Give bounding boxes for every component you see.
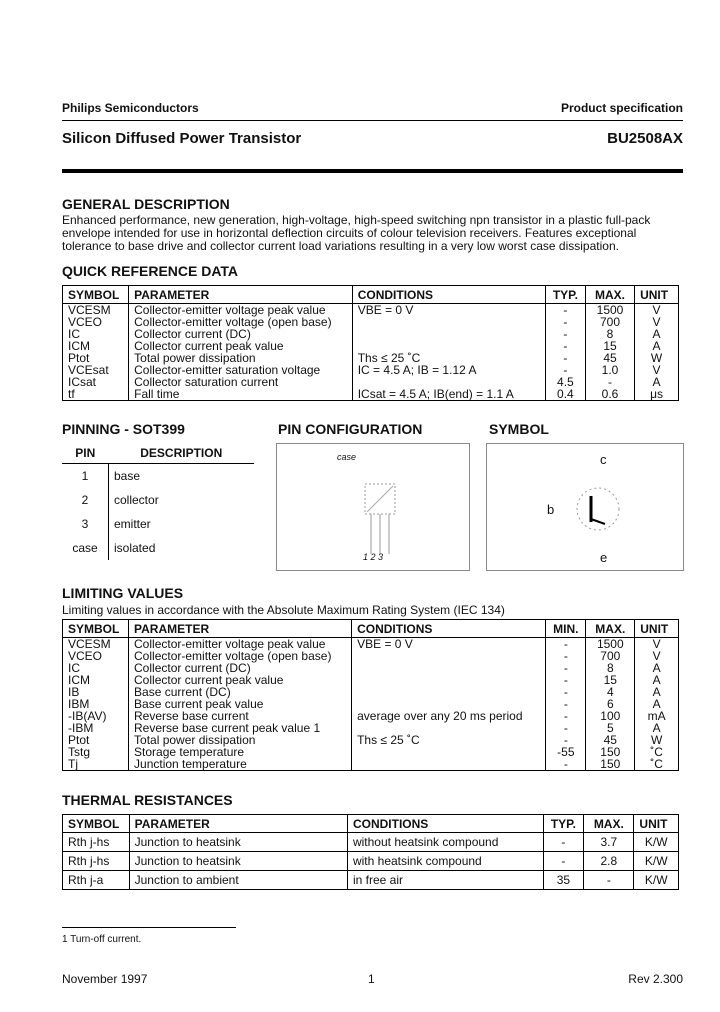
- table-cell: A: [635, 340, 679, 352]
- table-cell: K/W: [634, 852, 679, 871]
- table-cell: Reverse base current: [129, 710, 352, 722]
- table-cell: [352, 686, 546, 698]
- symbol-collector-label: c: [600, 452, 607, 467]
- table-cell: VCEO: [63, 650, 129, 662]
- table-cell: -: [545, 316, 585, 328]
- table-cell: Total power dissipation: [129, 352, 353, 364]
- table-cell: [352, 758, 546, 771]
- table-cell: without heatsink compound: [347, 833, 543, 852]
- table-cell: VCESM: [63, 638, 129, 651]
- table-cell: Collector current (DC): [129, 662, 352, 674]
- table-cell: [352, 650, 546, 662]
- table-cell: Total power dissipation: [129, 734, 352, 746]
- table-cell: Junction to ambient: [129, 871, 347, 890]
- table-cell: W: [635, 352, 679, 364]
- header-company: Philips Semiconductors: [62, 101, 199, 115]
- table-cell: -: [546, 710, 586, 722]
- table-cell: in free air: [347, 871, 543, 890]
- table-cell: 0.6: [585, 388, 634, 401]
- table-cell: A: [635, 674, 679, 686]
- column-header: UNIT: [635, 286, 679, 304]
- table-cell: Ths ≤ 25 ˚C: [352, 734, 546, 746]
- table-cell: Junction to heatsink: [129, 852, 347, 871]
- table-cell: μs: [635, 388, 679, 401]
- table-cell: VBE = 0 V: [352, 304, 545, 317]
- column-header: SYMBOL: [63, 286, 129, 304]
- table-row: [62, 464, 254, 489]
- table-cell: ICsat = 4.5 A; IB(end) = 1.1 A: [352, 388, 545, 401]
- table-cell: [352, 662, 546, 674]
- table-cell: 8: [585, 328, 634, 340]
- table-cell: Ptot: [63, 734, 129, 746]
- table-cell: Collector-emitter voltage (open base): [129, 316, 353, 328]
- table-row: [63, 852, 679, 871]
- column-header: UNIT: [634, 815, 679, 833]
- limiting-heading: LIMITING VALUES: [62, 585, 184, 601]
- symbol-heading: SYMBOL: [489, 421, 549, 437]
- column-header: PARAMETER: [129, 815, 347, 833]
- table-row: [63, 871, 679, 890]
- table-row: [63, 833, 679, 852]
- table-cell: 1: [62, 464, 109, 489]
- pin-configuration-heading: PIN CONFIGURATION: [278, 421, 423, 437]
- table-cell: Collector-emitter voltage peak value: [129, 638, 352, 651]
- table-cell: Tstg: [63, 746, 129, 758]
- quick-heading: QUICK REFERENCE DATA: [62, 263, 239, 279]
- table-header-row: [63, 815, 679, 833]
- table-cell: V: [635, 650, 679, 662]
- title-rule: [62, 169, 683, 173]
- column-header: TYP.: [545, 286, 585, 304]
- pin-configuration-box: [276, 443, 470, 571]
- table-cell: Rth j-hs: [63, 852, 130, 871]
- column-header: DESCRIPTION: [109, 443, 255, 464]
- table-cell: 700: [585, 316, 634, 328]
- column-header: MAX.: [585, 286, 634, 304]
- table-cell: 100: [586, 710, 635, 722]
- table-cell: average over any 20 ms period: [352, 710, 546, 722]
- table-header-row: [63, 286, 679, 304]
- header-spec: Product specification: [560, 101, 683, 115]
- table-cell: Fall time: [129, 388, 353, 401]
- table-cell: -: [545, 304, 585, 317]
- table-cell: -: [543, 852, 584, 871]
- table-cell: [352, 328, 545, 340]
- table-cell: -: [546, 674, 586, 686]
- pinning-heading: PINNING - SOT399: [62, 421, 185, 437]
- table-cell: IBM: [63, 698, 129, 710]
- table-cell: -: [546, 734, 586, 746]
- column-header: MAX.: [584, 815, 634, 833]
- table-cell: 3.7: [584, 833, 634, 852]
- table-cell: A: [635, 376, 679, 388]
- table-cell: IB: [63, 686, 129, 698]
- table-cell: Collector current (DC): [129, 328, 353, 340]
- table-cell: -: [584, 871, 634, 890]
- table-cell: emitter: [114, 517, 151, 531]
- table-cell: case: [62, 536, 109, 560]
- general-heading: GENERAL DESCRIPTION: [62, 196, 230, 212]
- table-cell: 3: [62, 512, 109, 536]
- table-cell: -: [546, 698, 586, 710]
- column-header: PIN: [62, 443, 109, 464]
- table-cell: 2.8: [584, 852, 634, 871]
- table-row: [62, 488, 254, 512]
- table-cell: -: [546, 722, 586, 734]
- table-cell: VBE = 0 V: [352, 638, 546, 651]
- thermal-heading: THERMAL RESISTANCES: [62, 792, 233, 808]
- table-cell: VCESM: [63, 304, 129, 317]
- table-cell: 4: [586, 686, 635, 698]
- table-cell: Junction temperature: [129, 758, 352, 771]
- table-cell: -: [546, 650, 586, 662]
- table-cell: isolated: [114, 541, 156, 555]
- table-cell: K/W: [634, 871, 679, 890]
- table-cell: Base current (DC): [129, 686, 352, 698]
- table-cell: V: [635, 364, 679, 376]
- table-cell: Collector current peak value: [129, 340, 353, 352]
- table-cell: Tj: [63, 758, 129, 771]
- table-cell: IC: [63, 662, 129, 674]
- table-row: [62, 512, 254, 536]
- table-cell: -: [546, 638, 586, 651]
- symbol-emitter-label: e: [600, 550, 608, 565]
- quick-reference-table: [62, 285, 679, 401]
- thermal-resistances-table: [62, 814, 679, 890]
- table-cell: -55: [546, 746, 586, 758]
- table-cell: ICM: [63, 674, 129, 686]
- table-cell: 1500: [586, 638, 635, 651]
- column-header: CONDITIONS: [347, 815, 543, 833]
- table-cell: tf: [63, 388, 129, 401]
- table-cell: Rth j-hs: [63, 833, 130, 852]
- table-cell: V: [635, 638, 679, 651]
- column-header: MIN.: [546, 620, 586, 638]
- table-header-row: [63, 620, 679, 638]
- table-cell: A: [635, 698, 679, 710]
- footnote: 1 Turn-off current.: [62, 934, 142, 945]
- table-cell: Storage temperature: [129, 746, 352, 758]
- table-cell: V: [635, 316, 679, 328]
- limiting-intro: Limiting values in accordance with the Absolute Maximum Rating System (IEC 134): [62, 603, 505, 617]
- table-cell: [352, 316, 545, 328]
- table-cell: Collector-emitter voltage (open base): [129, 650, 352, 662]
- table-cell: -: [545, 340, 585, 352]
- table-cell: -IBM: [63, 722, 129, 734]
- table-cell: IC: [63, 328, 129, 340]
- table-cell: -: [546, 758, 586, 771]
- table-cell: Ptot: [63, 352, 129, 364]
- column-header: CONDITIONS: [352, 620, 546, 638]
- column-header: UNIT: [635, 620, 679, 638]
- package-outline-icon: [357, 474, 407, 559]
- transistor-symbol-icon: [575, 486, 621, 532]
- symbol-box: [486, 443, 684, 571]
- footer-date: November 1997: [62, 972, 148, 986]
- part-number: BU2508AX: [607, 130, 683, 147]
- table-row: [63, 758, 679, 771]
- table-cell: 15: [585, 340, 634, 352]
- table-cell: VCEO: [63, 316, 129, 328]
- table-cell: Collector-emitter voltage peak value: [129, 304, 353, 317]
- table-cell: [352, 746, 546, 758]
- column-header: MAX.: [586, 620, 635, 638]
- table-cell: base: [114, 469, 141, 483]
- table-cell: 45: [586, 734, 635, 746]
- table-cell: IC = 4.5 A; IB = 1.12 A: [352, 364, 545, 376]
- table-cell: Ths ≤ 25 ˚C: [352, 352, 545, 364]
- table-row: [63, 388, 679, 401]
- table-cell: 4.5: [545, 376, 585, 388]
- general-text: Enhanced performance, new generation, high-voltage, high-speed switching npn transistor in a plastic full-pack envelope intended for use in horizontal deflection circuits of colour television receivers. Features exceptional tolerance to base drive and collector current load variations resulting in a very low worst case dissipation.: [62, 213, 651, 253]
- table-cell: -: [545, 352, 585, 364]
- table-cell: W: [635, 734, 679, 746]
- column-header: PARAMETER: [129, 286, 353, 304]
- footer-page: 1: [368, 972, 375, 986]
- table-cell: Junction to heatsink: [129, 833, 347, 852]
- case-label: case: [337, 452, 357, 462]
- table-cell: 5: [586, 722, 635, 734]
- table-cell: ICsat: [63, 376, 129, 388]
- table-cell: 2: [62, 488, 109, 512]
- table-cell: Reverse base current peak value 1: [129, 722, 352, 734]
- document-title: Silicon Diffused Power Transistor: [62, 130, 302, 147]
- table-cell: 45: [585, 352, 634, 364]
- table-cell: VCEsat: [63, 364, 129, 376]
- table-cell: [352, 674, 546, 686]
- pin-numbers-label: 1 2 3: [363, 552, 384, 562]
- table-cell: -: [546, 662, 586, 674]
- table-cell: 8: [586, 662, 635, 674]
- column-header: CONDITIONS: [352, 286, 545, 304]
- column-header: PARAMETER: [129, 620, 352, 638]
- table-cell: A: [635, 722, 679, 734]
- table-cell: 150: [586, 746, 635, 758]
- symbol-base-label: b: [547, 502, 555, 517]
- table-cell: Collector current peak value: [129, 674, 352, 686]
- table-cell: -: [545, 328, 585, 340]
- table-cell: mA: [635, 710, 679, 722]
- footer-revision: Rev 2.300: [628, 972, 683, 986]
- table-cell: Base current peak value: [129, 698, 352, 710]
- table-cell: -: [546, 686, 586, 698]
- table-cell: 1.0: [585, 364, 634, 376]
- table-cell: A: [635, 662, 679, 674]
- table-cell: ICM: [63, 340, 129, 352]
- table-cell: -IB(AV): [63, 710, 129, 722]
- table-cell: 1500: [585, 304, 634, 317]
- table-cell: A: [635, 328, 679, 340]
- limiting-values-table: [62, 619, 679, 771]
- column-header: SYMBOL: [63, 620, 129, 638]
- table-cell: Collector-emitter saturation voltage: [129, 364, 353, 376]
- table-cell: 15: [586, 674, 635, 686]
- table-cell: -: [585, 376, 634, 388]
- table-cell: 6: [586, 698, 635, 710]
- table-cell: Collector saturation current: [129, 376, 353, 388]
- table-cell: ˚C: [635, 746, 679, 758]
- table-cell: 0.4: [545, 388, 585, 401]
- table-cell: -: [543, 833, 584, 852]
- table-cell: 35: [543, 871, 584, 890]
- table-cell: A: [635, 686, 679, 698]
- table-cell: collector: [114, 493, 159, 507]
- table-cell: -: [545, 364, 585, 376]
- table-cell: K/W: [634, 833, 679, 852]
- table-cell: ˚C: [635, 758, 679, 771]
- pinning-table: [62, 443, 254, 560]
- header-rule: [62, 120, 683, 121]
- table-cell: with heatsink compound: [347, 852, 543, 871]
- table-cell: V: [635, 304, 679, 317]
- table-row: [62, 536, 254, 560]
- table-cell: 150: [586, 758, 635, 771]
- column-header: TYP.: [543, 815, 584, 833]
- footnote-rule: [62, 927, 236, 928]
- column-header: SYMBOL: [63, 815, 130, 833]
- table-cell: 700: [586, 650, 635, 662]
- table-cell: Rth j-a: [63, 871, 130, 890]
